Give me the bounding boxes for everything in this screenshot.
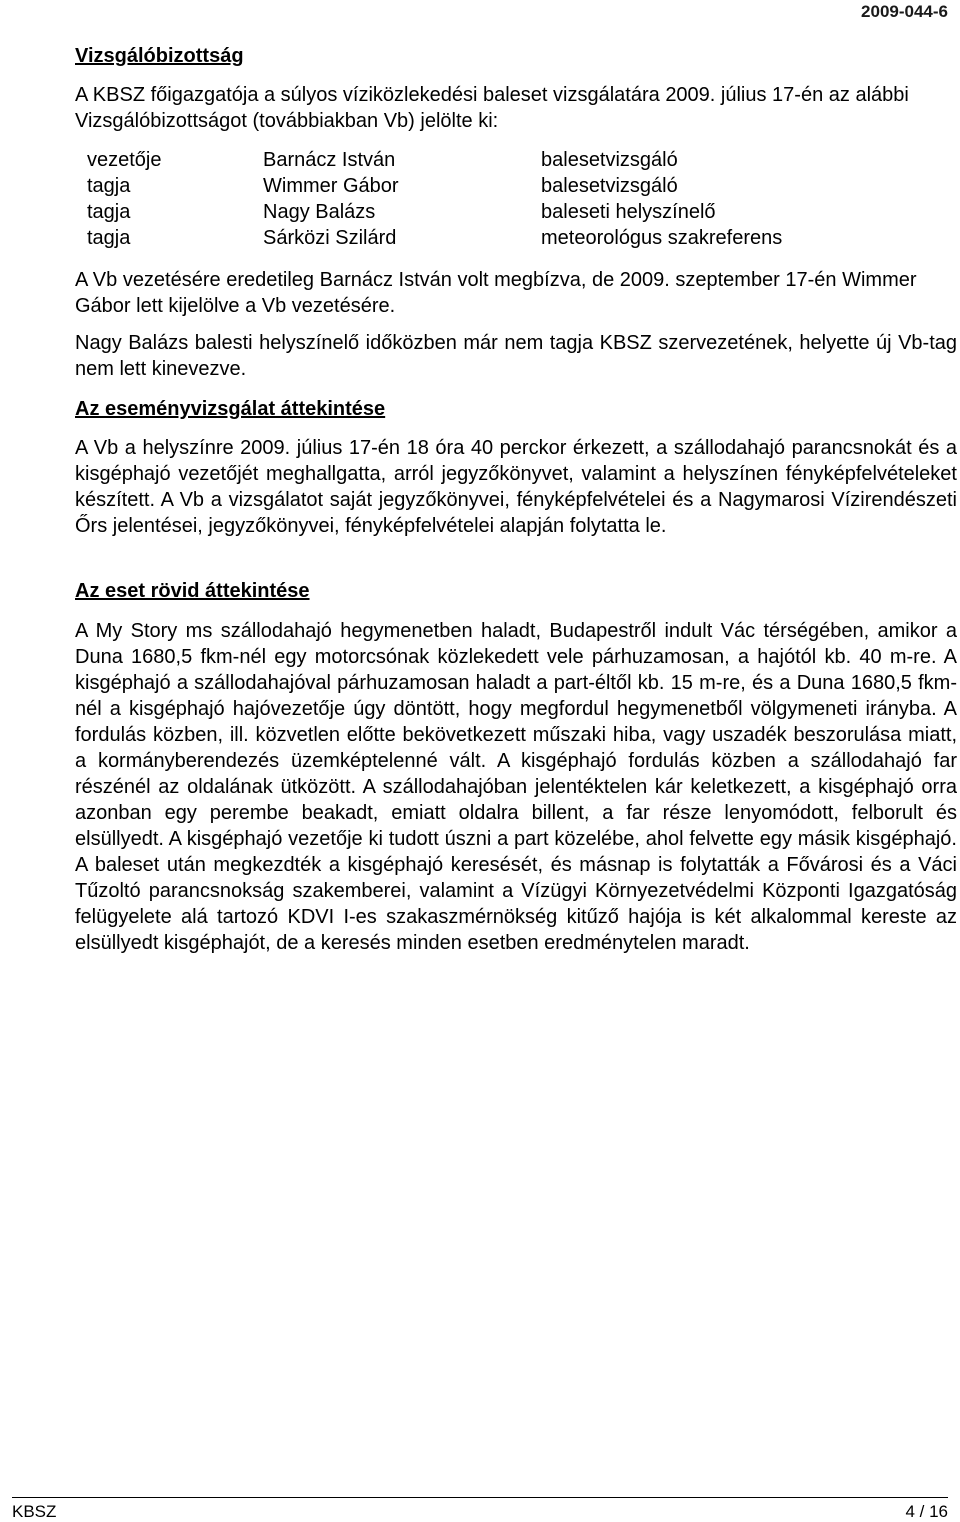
investigation-heading: Az eseményvizsgálat áttekintése xyxy=(75,398,386,420)
member-role: tagja xyxy=(87,227,131,249)
member-row xyxy=(87,147,947,173)
member-name: Sárközi Szilárd xyxy=(263,227,397,249)
member-function: baleseti helyszínelő xyxy=(541,201,716,223)
member-role: vezetője xyxy=(87,149,162,171)
footer-divider xyxy=(12,1497,948,1498)
member-name: Wimmer Gábor xyxy=(263,175,399,197)
committee-intro: A KBSZ főigazgatója a súlyos víziközlekedési baleset vizsgálatára 2009. július 17-én az alábbi Vizsgálóbizottságot (továbbiakban Vb) jelölte ki: xyxy=(75,84,909,132)
document-id: 2009-044-6 xyxy=(861,2,948,21)
member-change-paragraph: Nagy Balázs balesti helyszínelő időközben már nem tagja KBSZ szervezetének, helyette új Vb-tag nem lett kinevezve. xyxy=(75,332,957,380)
member-function: meteorológus szakreferens xyxy=(541,227,783,249)
footer-organization: KBSZ xyxy=(12,1502,57,1521)
member-name: Nagy Balázs xyxy=(263,201,376,223)
leader-change-paragraph: A Vb vezetésére eredetileg Barnácz István volt megbízva, de 2009. szeptember 17-én Wimmer Gábor lett kijelölve a Vb vezetésére. xyxy=(75,269,917,317)
member-row xyxy=(87,225,947,251)
committee-heading: Vizsgálóbizottság xyxy=(75,45,244,67)
summary-heading: Az eset rövid áttekintése xyxy=(75,580,310,602)
member-name: Barnácz István xyxy=(263,149,396,171)
investigation-paragraph: A Vb a helyszínre 2009. július 17-én 18 óra 40 perckor érkezett, a szállodahajó parancsnokát és a kisgéphajó vezetőjét meghallgatta, arról jegyzőkönyvet, valamint a helyszínen fényképfelvételeket készített. A Vb a vizsgálatot saját jegyzőkönyvei, fényképfelvételei és a Nagymarosi Vízirendészeti Őrs jelentései, jegyzőkönyvei, fényképfelvételei alapján folytatta le. xyxy=(75,437,957,537)
member-function: balesetvizsgáló xyxy=(541,175,678,197)
member-function: balesetvizsgáló xyxy=(541,149,678,171)
committee-member-list xyxy=(87,147,947,251)
summary-paragraph: A My Story ms szállodahajó hegymenetben haladt, Budapestről indult Vác térségében, amikor a Duna 1680,5 fkm-nél egy motorcsónak közlekedett vele párhuzamosan, a hajótól kb. 40 m-re. A kisgéphajó a szállodahajóval párhuzamosan haladt a part-éltől kb. 15 m-re, és a Duna 1680,5 fkm-nél a kisgéphajó hajóvezetője úgy döntött, hogy megfordul hegymenetből völgymeneti irányba. A fordulás közben, ill. közvetlen előtte bekövetkezett műszaki hiba, vagy uszadék beszorulása miatt, a kormányberendezés üzemképtelenné vált. A kisgéphajó fordulás közben a szállodahajó far részénél az oldalának ütközött. A szállodahajóban jelentéktelen kár keletkezett, a kisgéphajó orra azonban egy perembe beakadt, emiatt oldalra billent, a far része lenyomódott, felborult és elsüllyedt. A kisgéphajó vezetője ki tudott úszni a part közelébe, ahol felvette egy másik kisgéphajó. A baleset után megkezdték a kisgéphajó keresését, és másnap is folytatták a Fővárosi és a Váci Tűzoltó parancsnokság szakemberei, valamint a Vízügyi Környezetvédelmi Központi Igazgatóság felügyelete alá tartozó KDVI I-es szakaszmérnökség kitűző hajója is két alkalommal kereste az elsüllyedt kisgéphajót, de a keresés minden esetben eredménytelen maradt. xyxy=(75,620,957,954)
member-role: tagja xyxy=(87,201,131,223)
member-role: tagja xyxy=(87,175,131,197)
member-row xyxy=(87,173,947,199)
footer-page-number: 4 / 16 xyxy=(905,1502,948,1521)
member-row xyxy=(87,199,947,225)
